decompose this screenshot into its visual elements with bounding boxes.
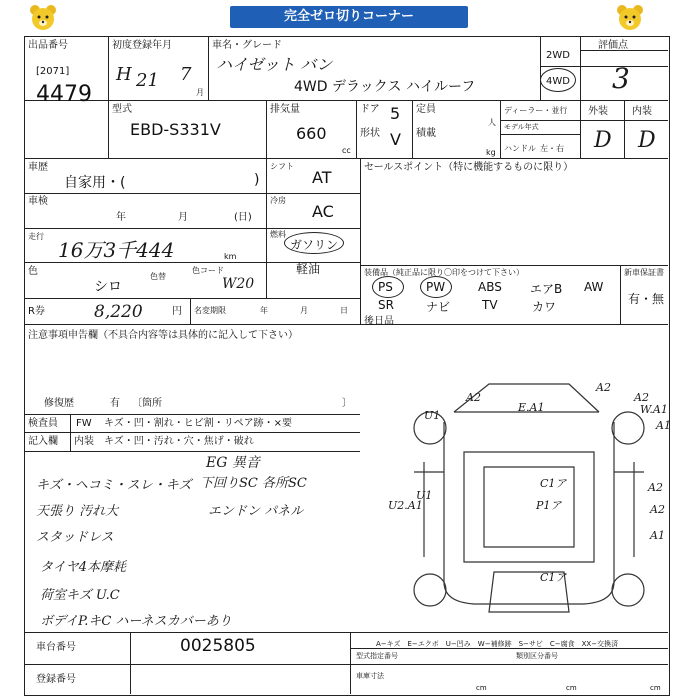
equip-ps: PS xyxy=(378,280,393,294)
registration-month-unit: 月 xyxy=(196,88,204,97)
mark-4: A2 xyxy=(634,391,649,404)
drive-2wd-label: 2WD xyxy=(546,50,570,61)
hand-note-l2: 天張り 汚れ大 xyxy=(36,504,119,519)
pw-circle xyxy=(420,276,452,298)
new-car-label: 新車保証書 xyxy=(624,268,664,277)
equip-navi: ナビ xyxy=(426,300,451,314)
inspector-fw: FW xyxy=(76,418,92,429)
transfer-year: 年 xyxy=(260,306,268,315)
model-grade: 4WD デラックス ハイルーフ xyxy=(294,79,476,95)
mileage-unit: km xyxy=(224,252,237,261)
displacement-value: 660 xyxy=(296,124,327,143)
capacity-label: 定員 xyxy=(416,104,436,115)
dealer-label: ディーラー・並行 xyxy=(504,106,568,115)
recycle-unit: 円 xyxy=(172,306,182,317)
handle-label: ハンドル xyxy=(504,144,536,153)
mark-5: U1 xyxy=(424,409,441,422)
transfer-month: 月 xyxy=(300,306,308,315)
doors-shape-value: V xyxy=(390,130,401,149)
model-name: ハイゼット バン xyxy=(216,55,333,74)
mark-6: A2 xyxy=(466,391,481,404)
hand-note-l6: ボデイP.キC ハーネスカバーあり xyxy=(40,614,232,629)
inspector-interior: 内装 xyxy=(74,436,94,447)
hand-note-r3: エンドン パネル xyxy=(208,504,304,519)
handle-value: 左・右 xyxy=(540,144,564,153)
equipment-title: 装備品 xyxy=(364,268,388,277)
interior-value: D xyxy=(638,128,656,153)
notes-label xyxy=(28,330,298,341)
hand-note-r2: 下回りSC 各所SC xyxy=(200,476,307,491)
load-unit: kg xyxy=(486,148,496,157)
mark-13: U2.A1 xyxy=(388,499,423,512)
transfer-label: 名変期限 xyxy=(194,306,226,315)
fuel-label: 燃料 xyxy=(270,230,286,239)
registration-era: H xyxy=(116,64,132,85)
interior-label: 内装 xyxy=(632,106,652,117)
inspector-label-2: 記入欄 xyxy=(28,436,58,447)
color-label: 色 xyxy=(28,266,38,277)
drive-4wd-circle xyxy=(540,68,576,92)
history-label: 車歴 xyxy=(28,162,48,173)
doors-value: 5 xyxy=(390,104,401,123)
shift-label: シフト xyxy=(270,162,294,171)
inspector-label-1: 検査員 xyxy=(28,418,58,429)
type-value: EBD-S331V xyxy=(130,120,221,139)
repair-label: 修復歴 xyxy=(44,398,74,409)
lot-number: 4479 xyxy=(36,82,92,107)
hand-note-r1: EG 異音 xyxy=(206,455,260,471)
doors-label: ドア xyxy=(360,104,380,115)
equip-abs: ABS xyxy=(478,280,502,294)
damage-legend: A−キズ E−エクボ U−凹み W−補修跡 S−サビ C−腐食 XX−交換済 xyxy=(376,640,619,648)
mileage-label: 走行 xyxy=(28,232,44,241)
ac-label: 冷房 xyxy=(270,196,286,205)
hand-note-l3: スタッドレス xyxy=(36,530,114,545)
mark-14: A2 xyxy=(650,503,665,516)
color-code-value: W20 xyxy=(222,276,255,292)
inspection-day-unit: (日) xyxy=(234,212,252,223)
notes-title: 注意事項申告欄 xyxy=(28,330,98,341)
chassis-label: 車台番号 xyxy=(36,642,76,653)
class-number-label: 類別区分番号 xyxy=(516,652,558,660)
registration-label: 初度登録年月 xyxy=(112,40,172,51)
displacement-unit: cc xyxy=(342,146,351,155)
repair-close: 〕 xyxy=(342,398,352,409)
mark-2: A2 xyxy=(596,381,611,394)
exterior-label: 外装 xyxy=(588,106,608,117)
fuel-gasoline: ガソリン xyxy=(290,238,339,252)
recycle-value: 8,220 xyxy=(94,302,143,322)
exterior-value: D xyxy=(594,128,612,153)
model-label: 車名・グレード xyxy=(212,40,282,51)
mark-9: C1ア xyxy=(540,477,567,490)
history-close: ) xyxy=(254,172,260,188)
sales-points-note: （特に機能するものに限り） xyxy=(443,162,574,173)
equip-sr: SR xyxy=(378,298,394,312)
bear-mascot-icon-left xyxy=(28,4,58,32)
score-value: 3 xyxy=(612,62,630,95)
type-label: 型式 xyxy=(112,104,132,115)
equip-aw: AW xyxy=(584,280,604,294)
bear-mascot-icon-right xyxy=(615,4,645,32)
inspector-legend-1: キズ・凹・割れ・ヒビ割・リペア跡・×要 xyxy=(104,418,292,429)
displacement-label: 排気量 xyxy=(270,104,300,115)
lot-sub: [2071] xyxy=(36,66,70,77)
recycle-label: R券 xyxy=(28,306,45,317)
doors-shape-label: 形状 xyxy=(360,128,380,139)
corner-title: 完全ゼロ切りコーナー xyxy=(230,6,468,28)
equipment-note: （純正品に限り〇印をつけて下さい） xyxy=(388,268,524,277)
equip-leather: カワ xyxy=(532,300,557,314)
garage-size-unit-3: cm xyxy=(650,684,661,692)
notes-instruction: （不具合内容等は具体的に記入して下さい） xyxy=(98,330,298,341)
mark-1: E.A1 xyxy=(518,401,545,414)
shift-value: AT xyxy=(312,168,332,187)
hand-note-l1: キズ・ヘコミ・スレ・キズ xyxy=(36,478,192,493)
type-designation-label: 型式指定番号 xyxy=(356,652,398,660)
rear-items-label: 後日品 xyxy=(364,316,394,327)
mark-12: U1 xyxy=(416,489,433,502)
inspection-label: 車検 xyxy=(28,196,48,207)
score-label: 評価点 xyxy=(598,40,628,51)
fuel-gasoline-circle xyxy=(284,232,344,254)
mileage-value: 16万3千444 xyxy=(58,238,175,262)
mark-8: A2 xyxy=(648,481,663,494)
inspection-year-unit: 年 xyxy=(116,212,126,223)
mark-15: A1 xyxy=(650,529,665,542)
load-label: 積載 xyxy=(416,128,436,139)
mark-3: W.A1 xyxy=(640,403,668,416)
mark-10: P1ア xyxy=(536,499,562,512)
plate-label: 登録番号 xyxy=(36,674,76,685)
mark-7: A1 xyxy=(656,419,671,432)
drive-4wd-label: 4WD xyxy=(546,76,570,87)
equip-tv: TV xyxy=(482,298,498,312)
ps-circle xyxy=(372,276,404,298)
model-year-label: モデル年式 xyxy=(504,123,539,131)
capacity-unit: 人 xyxy=(488,118,496,127)
inspection-month-unit: 月 xyxy=(178,212,188,223)
registration-month: 7 xyxy=(180,64,192,85)
equip-pw: PW xyxy=(426,280,446,294)
garage-size-unit-2: cm xyxy=(566,684,577,692)
transfer-day: 日 xyxy=(340,306,348,315)
color-code-label: 色コード xyxy=(192,266,224,275)
sales-points-label xyxy=(364,162,573,173)
hand-note-l4: タイヤ4本摩耗 xyxy=(40,560,127,575)
color-change-label: 色替 xyxy=(150,272,166,281)
mark-11: C1ア xyxy=(540,571,567,584)
new-car-value: 有・無 xyxy=(628,292,665,306)
history-value: 自家用・( xyxy=(64,175,126,191)
repair-place: 〔箇所 xyxy=(132,398,162,409)
lot-label: 出品番号 xyxy=(28,40,68,51)
hand-note-l5: 荷室キズ U.C xyxy=(40,588,120,603)
repair-value: 有 xyxy=(110,398,120,409)
chassis-value: 0025805 xyxy=(180,636,256,656)
fuel-diesel: 軽油 xyxy=(296,262,321,276)
inspector-legend-2: キズ・凹・汚れ・穴・焦げ・破れ xyxy=(104,436,254,447)
equip-airbag: エアB xyxy=(530,282,563,296)
color-value: シロ xyxy=(94,279,122,295)
garage-size-unit-1: cm xyxy=(476,684,487,692)
sales-points-title: セールスポイント xyxy=(364,162,444,173)
registration-year: 21 xyxy=(136,70,159,91)
ac-value: AC xyxy=(312,202,334,221)
garage-size-label: 車庫寸法 xyxy=(356,672,384,680)
